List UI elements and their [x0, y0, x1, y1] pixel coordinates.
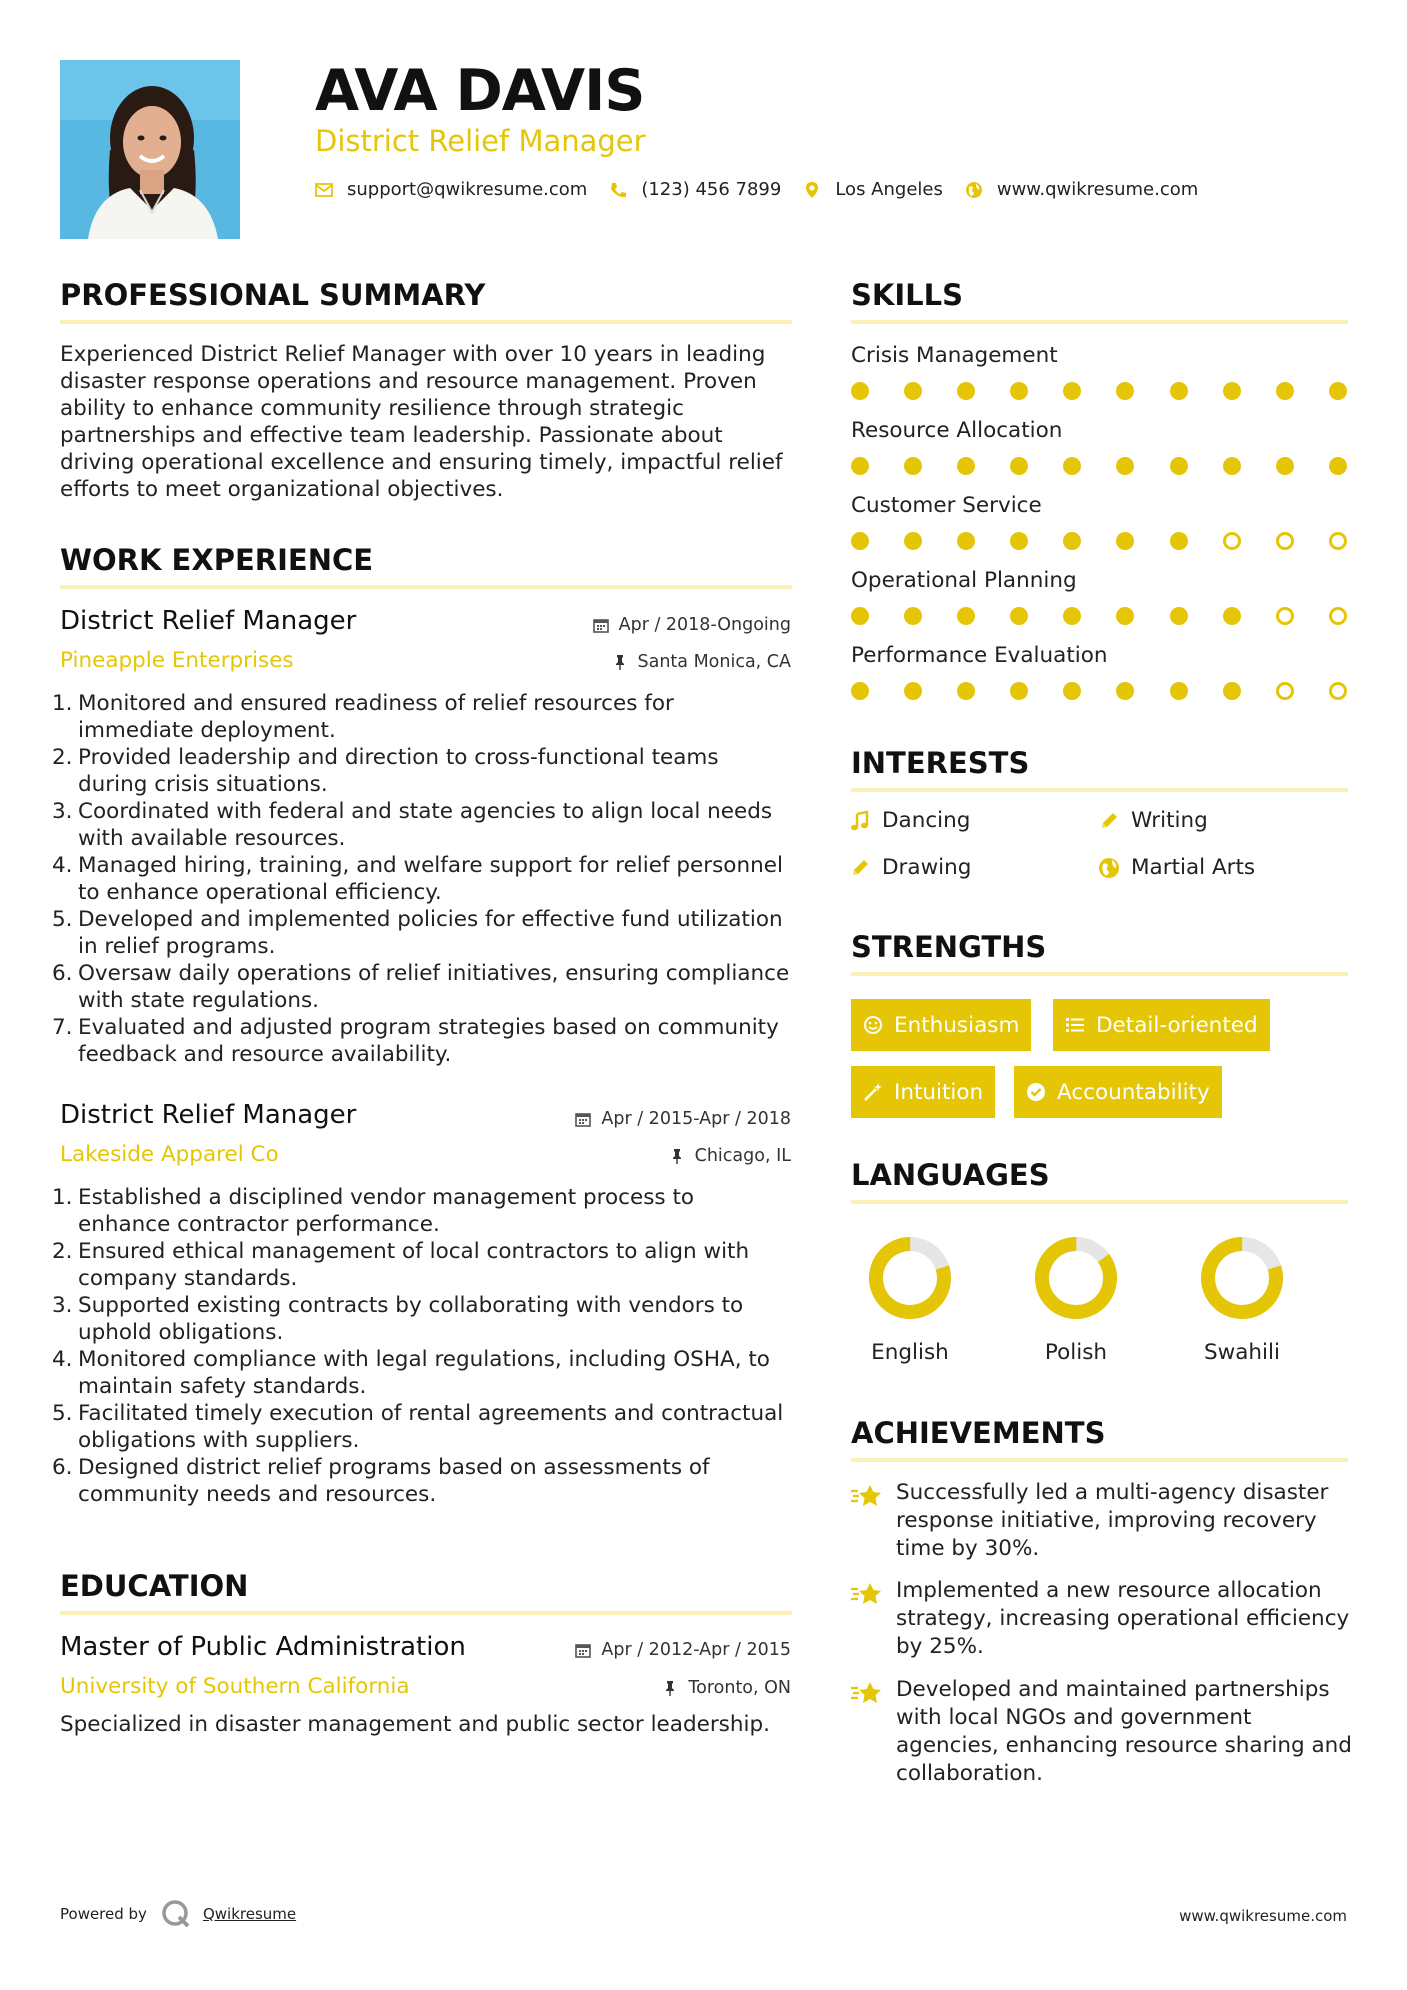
language-name: Polish [1044, 1340, 1108, 1365]
strength-tag: Detail-oriented [1053, 999, 1270, 1051]
skill-dot-empty [1329, 607, 1347, 625]
interest-writing: Writing [1098, 808, 1208, 833]
skill-dot-filled [1010, 682, 1028, 700]
skill-dot-filled [851, 457, 869, 475]
achievement-text: Implemented a new resource allocation strategy, increasing operational efficiency by 25%. [896, 1578, 1350, 1659]
skill-dot-filled [1063, 382, 1081, 400]
skill-name: Performance Evaluation [851, 643, 1108, 668]
skill-name: Crisis Management [851, 343, 1058, 368]
envelope-icon [315, 181, 333, 199]
skill-dot-filled [1116, 457, 1134, 475]
email-text: support@qwikresume.com [347, 179, 588, 200]
qwikresume-logo-icon [161, 1899, 191, 1929]
list-item: 1. Established a disciplined vendor management process to enhance contractor performance. [52, 1185, 695, 1237]
achievement-text: Developed and maintained partnerships with local NGOs and government agencies, enhancing resource sharing and collaboration. [896, 1677, 1352, 1786]
smile-icon [863, 1015, 883, 1035]
skill-dot-filled [957, 532, 975, 550]
skill-dot-filled [1010, 457, 1028, 475]
list-item: 6. Oversaw daily operations of relief initiatives, ensuring compliance with state regulations. [52, 961, 790, 1013]
qwikresume-link[interactable]: Qwikresume [202, 1905, 297, 1923]
skill-dot-empty [1276, 682, 1294, 700]
contact-bar [315, 179, 1220, 200]
skill-dot-filled [957, 682, 975, 700]
globe-icon [965, 181, 983, 199]
skill-dot-filled [904, 682, 922, 700]
music-icon [849, 810, 871, 832]
list-item: 5. Developed and implemented policies for effective fund utilization in relief programs. [52, 907, 783, 959]
education-location-text: Toronto, ON [688, 1678, 791, 1698]
languages-rule [851, 1200, 1348, 1204]
calendar-icon [593, 617, 609, 633]
interests-heading: INTERESTS [851, 746, 1030, 780]
list-item: 4. Monitored compliance with legal regulations, including OSHA, to maintain safety standards. [52, 1347, 770, 1399]
calendar-icon [575, 1111, 591, 1127]
list-item: 1. Monitored and ensured readiness of relief resources for immediate deployment. [52, 691, 674, 743]
skill-dot-filled [1170, 607, 1188, 625]
job-2-title: District Relief Manager [60, 1100, 357, 1130]
interest-martial-arts: Martial Arts [1098, 855, 1255, 880]
skill-dot-filled [957, 382, 975, 400]
candidate-title: District Relief Manager [315, 124, 646, 158]
skills-rule [851, 320, 1348, 324]
summary-rule [60, 320, 792, 324]
skill-dot-empty [1329, 682, 1347, 700]
pushpin-icon [669, 1148, 685, 1164]
skill-dot-filled [851, 607, 869, 625]
school-name: University of Southern California [60, 1674, 410, 1699]
skill-dot-filled [1063, 682, 1081, 700]
powered-by-label: Powered by [60, 1905, 147, 1923]
list-icon [1065, 1015, 1085, 1035]
list-item: 2. Ensured ethical management of local contractors to align with company standards. [52, 1239, 750, 1291]
work-heading: WORK EXPERIENCE [60, 543, 374, 577]
list-item: 5. Facilitated timely execution of rental agreements and contractual obligations with suppliers. [52, 1401, 784, 1453]
location-text: Los Angeles [835, 179, 943, 200]
skill-rating [851, 682, 1382, 700]
list-item: 2. Provided leadership and direction to cross-functional teams during crisis situations. [52, 745, 719, 797]
summary-heading: PROFESSIONAL SUMMARY [60, 278, 486, 312]
skill-dot-filled [904, 532, 922, 550]
skill-name: Customer Service [851, 493, 1042, 518]
education-date-text: Apr / 2012-Apr / 2015 [601, 1640, 791, 1660]
language-proficiency-ring [1034, 1236, 1118, 1320]
education-rule [60, 1611, 792, 1615]
skill-name: Operational Planning [851, 568, 1077, 593]
list-item: 3. Supported existing contracts by collaborating with vendors to uphold obligations. [52, 1293, 744, 1345]
degree-title: Master of Public Administration [60, 1632, 466, 1662]
education-location [662, 1678, 791, 1698]
education-date [575, 1640, 791, 1660]
list-item: 3. Coordinated with federal and state agencies to align local needs with available resources. [52, 799, 773, 851]
skill-dot-filled [851, 532, 869, 550]
skill-rating [851, 382, 1382, 400]
candidate-name: AVA DAVIS [315, 58, 645, 124]
list-item: 4. Managed hiring, training, and welfare support for relief personnel to enhance operational efficiency. [52, 853, 783, 905]
achievements-heading: ACHIEVEMENTS [851, 1416, 1106, 1450]
job-1-company: Pineapple Enterprises [60, 648, 294, 673]
skill-dot-filled [1116, 532, 1134, 550]
skill-dot-filled [957, 607, 975, 625]
job-1-location-text: Santa Monica, CA [637, 652, 791, 672]
phone-icon [609, 181, 627, 199]
job-1-duties [52, 690, 792, 1068]
list-item: 7. Evaluated and adjusted program strategies based on community feedback and resource availability. [52, 1015, 779, 1067]
skill-rating [851, 607, 1382, 625]
check-circle-icon [1026, 1082, 1046, 1102]
strengths-rule [851, 972, 1348, 976]
skill-dot-filled [957, 457, 975, 475]
map-marker-icon [803, 181, 821, 199]
skill-dot-filled [1063, 457, 1081, 475]
skill-dot-filled [1010, 607, 1028, 625]
ring-fill [1200, 1236, 1284, 1320]
education-description: Specialized in disaster management and public sector leadership. [60, 1712, 770, 1737]
skill-dot-filled [904, 382, 922, 400]
skill-dot-filled [1223, 382, 1241, 400]
language-proficiency-ring [868, 1236, 952, 1320]
job-2-date [575, 1109, 791, 1129]
pushpin-icon [612, 654, 628, 670]
globe-icon [1098, 857, 1120, 879]
calendar-icon [575, 1642, 591, 1658]
wand-icon [863, 1082, 883, 1102]
profile-photo [60, 60, 240, 239]
star-trophy-icon [850, 1482, 884, 1510]
skill-dot-empty [1276, 607, 1294, 625]
job-1-date [593, 615, 791, 635]
pushpin-icon [662, 1680, 678, 1696]
skill-rating [851, 457, 1382, 475]
skill-dot-filled [1276, 382, 1294, 400]
languages-heading: LANGUAGES [851, 1158, 1050, 1192]
skill-dot-filled [904, 607, 922, 625]
interests-rule [851, 788, 1348, 792]
work-rule [60, 585, 792, 589]
language-proficiency-ring [1200, 1236, 1284, 1320]
strength-tag: Intuition [851, 1066, 995, 1118]
website-text: www.qwikresume.com [996, 179, 1199, 200]
skill-dot-empty [1329, 532, 1347, 550]
skill-dot-filled [1116, 607, 1134, 625]
skill-rating [851, 532, 1382, 550]
achievement-text: Successfully led a multi-agency disaster response initiative, improving recovery time by 30%. [896, 1480, 1329, 1561]
skill-name: Resource Allocation [851, 418, 1063, 443]
skills-heading: SKILLS [851, 278, 963, 312]
skill-dot-filled [1223, 607, 1241, 625]
phone-text: (123) 456 7899 [641, 179, 782, 200]
list-item: 6. Designed district relief programs based on assessments of community needs and resources. [52, 1455, 710, 1507]
skill-dot-filled [1116, 682, 1134, 700]
pencil-icon [1098, 810, 1120, 832]
job-2-duties [52, 1184, 792, 1508]
language-name: English [871, 1340, 949, 1365]
skill-dot-filled [1116, 382, 1134, 400]
strength-tag: Accountability [1014, 1066, 1222, 1118]
contact-phone[interactable] [609, 179, 781, 200]
skill-dot-filled [1329, 382, 1347, 400]
skill-dot-filled [1276, 457, 1294, 475]
star-trophy-icon [850, 1580, 884, 1608]
job-2-date-text: Apr / 2015-Apr / 2018 [601, 1109, 791, 1129]
footer-powered-by [60, 1899, 296, 1929]
skill-dot-filled [1170, 532, 1188, 550]
skill-dot-filled [1223, 682, 1241, 700]
skill-dot-empty [1276, 532, 1294, 550]
job-2-location-text: Chicago, IL [694, 1146, 791, 1166]
job-2-location [669, 1146, 791, 1166]
contact-email[interactable] [315, 179, 587, 200]
job-1-location [612, 652, 792, 672]
skill-dot-filled [1329, 457, 1347, 475]
ring-fill [868, 1236, 952, 1320]
footer-website[interactable]: www.qwikresume.com [1179, 1907, 1347, 1925]
ring-fill [1034, 1236, 1118, 1320]
language-name: Swahili [1204, 1340, 1280, 1365]
achievements-rule [851, 1458, 1348, 1462]
interest-dancing: Dancing [849, 808, 970, 833]
job-2-company: Lakeside Apparel Co [60, 1142, 279, 1167]
interest-drawing: Drawing [849, 855, 971, 880]
contact-website[interactable] [965, 179, 1198, 200]
pencil-icon [849, 857, 871, 879]
skill-dot-filled [1170, 382, 1188, 400]
skill-dot-filled [1063, 607, 1081, 625]
summary-text: Experienced District Relief Manager with over 10 years in leading disaster response operations and resource management. Proven ability to enhance community resilience through strategic partnerships and effective team leadership. Passionate about driving operational excellence and ensuring timely, impactful relief efforts to meet organizational objectives. [60, 342, 783, 502]
contact-location [803, 179, 943, 200]
skill-dot-filled [1010, 382, 1028, 400]
skill-dot-filled [1223, 457, 1241, 475]
skill-dot-filled [851, 682, 869, 700]
job-1-title: District Relief Manager [60, 606, 357, 636]
skill-dot-filled [1170, 682, 1188, 700]
star-trophy-icon [850, 1679, 884, 1707]
strength-tag: Enthusiasm [851, 999, 1031, 1051]
strengths-heading: STRENGTHS [851, 930, 1047, 964]
skill-dot-filled [851, 382, 869, 400]
job-1-date-text: Apr / 2018-Ongoing [618, 615, 791, 635]
skill-dot-empty [1223, 532, 1241, 550]
skill-dot-filled [904, 457, 922, 475]
skill-dot-filled [1063, 532, 1081, 550]
skill-dot-filled [1010, 532, 1028, 550]
skill-dot-filled [1170, 457, 1188, 475]
education-heading: EDUCATION [60, 1569, 249, 1603]
